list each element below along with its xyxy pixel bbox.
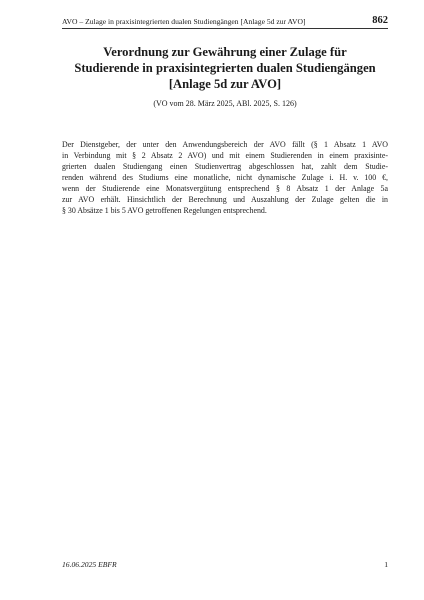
document-title	[62, 44, 388, 92]
running-header-title: AVO – Zulage in praxisintegrierten dualen Studiengängen [Anlage 5d zur AVO]	[62, 17, 306, 26]
footer-page-number: 1	[384, 560, 388, 569]
body-line: Der Dienstgeber, der unter den Anwendungsbereich der AVO fällt (§ 1 Absatz 1 AVO	[62, 140, 388, 149]
body-paragraph	[62, 139, 388, 216]
body-line: § 30 Absätze 1 bis 5 AVO getroffenen Regelungen entsprechend.	[62, 206, 267, 215]
document-subtitle: (VO vom 28. März 2025, ABl. 2025, S. 126)	[153, 99, 297, 108]
body-line: renden während des Studiums eine monatliche, nicht dynamische Zulage i. H. v. 100 €,	[62, 173, 388, 182]
running-footer	[62, 560, 388, 569]
body-line: zur AVO erhält. Hinsichtlich der Berechnung und Auszahlung der Zulage gelten die in	[62, 195, 388, 204]
body-line: wenn der Studierende eine Monatsvergütung entsprechend § 8 Absatz 1 der Anlage 5a	[62, 184, 388, 193]
running-header	[62, 12, 388, 29]
document-title-line: Studierende in praxisintegrierten dualen Studiengängen	[74, 61, 376, 75]
running-header-page-number: 862	[372, 15, 388, 26]
document-title-line: [Anlage 5d zur AVO]	[168, 77, 282, 91]
body-line: grierten dualen Studiengang einen Studienvertrag abgeschlossen hat, zahlt dem Studie-	[62, 162, 388, 171]
footer-date-source: 16.06.2025 EBFR	[62, 560, 117, 569]
body-line: in Verbindung mit § 2 Absatz 2 AVO) und mit einem Studierenden in einem praxisinte-	[62, 151, 388, 160]
document-title-line: Verordnung zur Gewährung einer Zulage für	[103, 45, 347, 59]
